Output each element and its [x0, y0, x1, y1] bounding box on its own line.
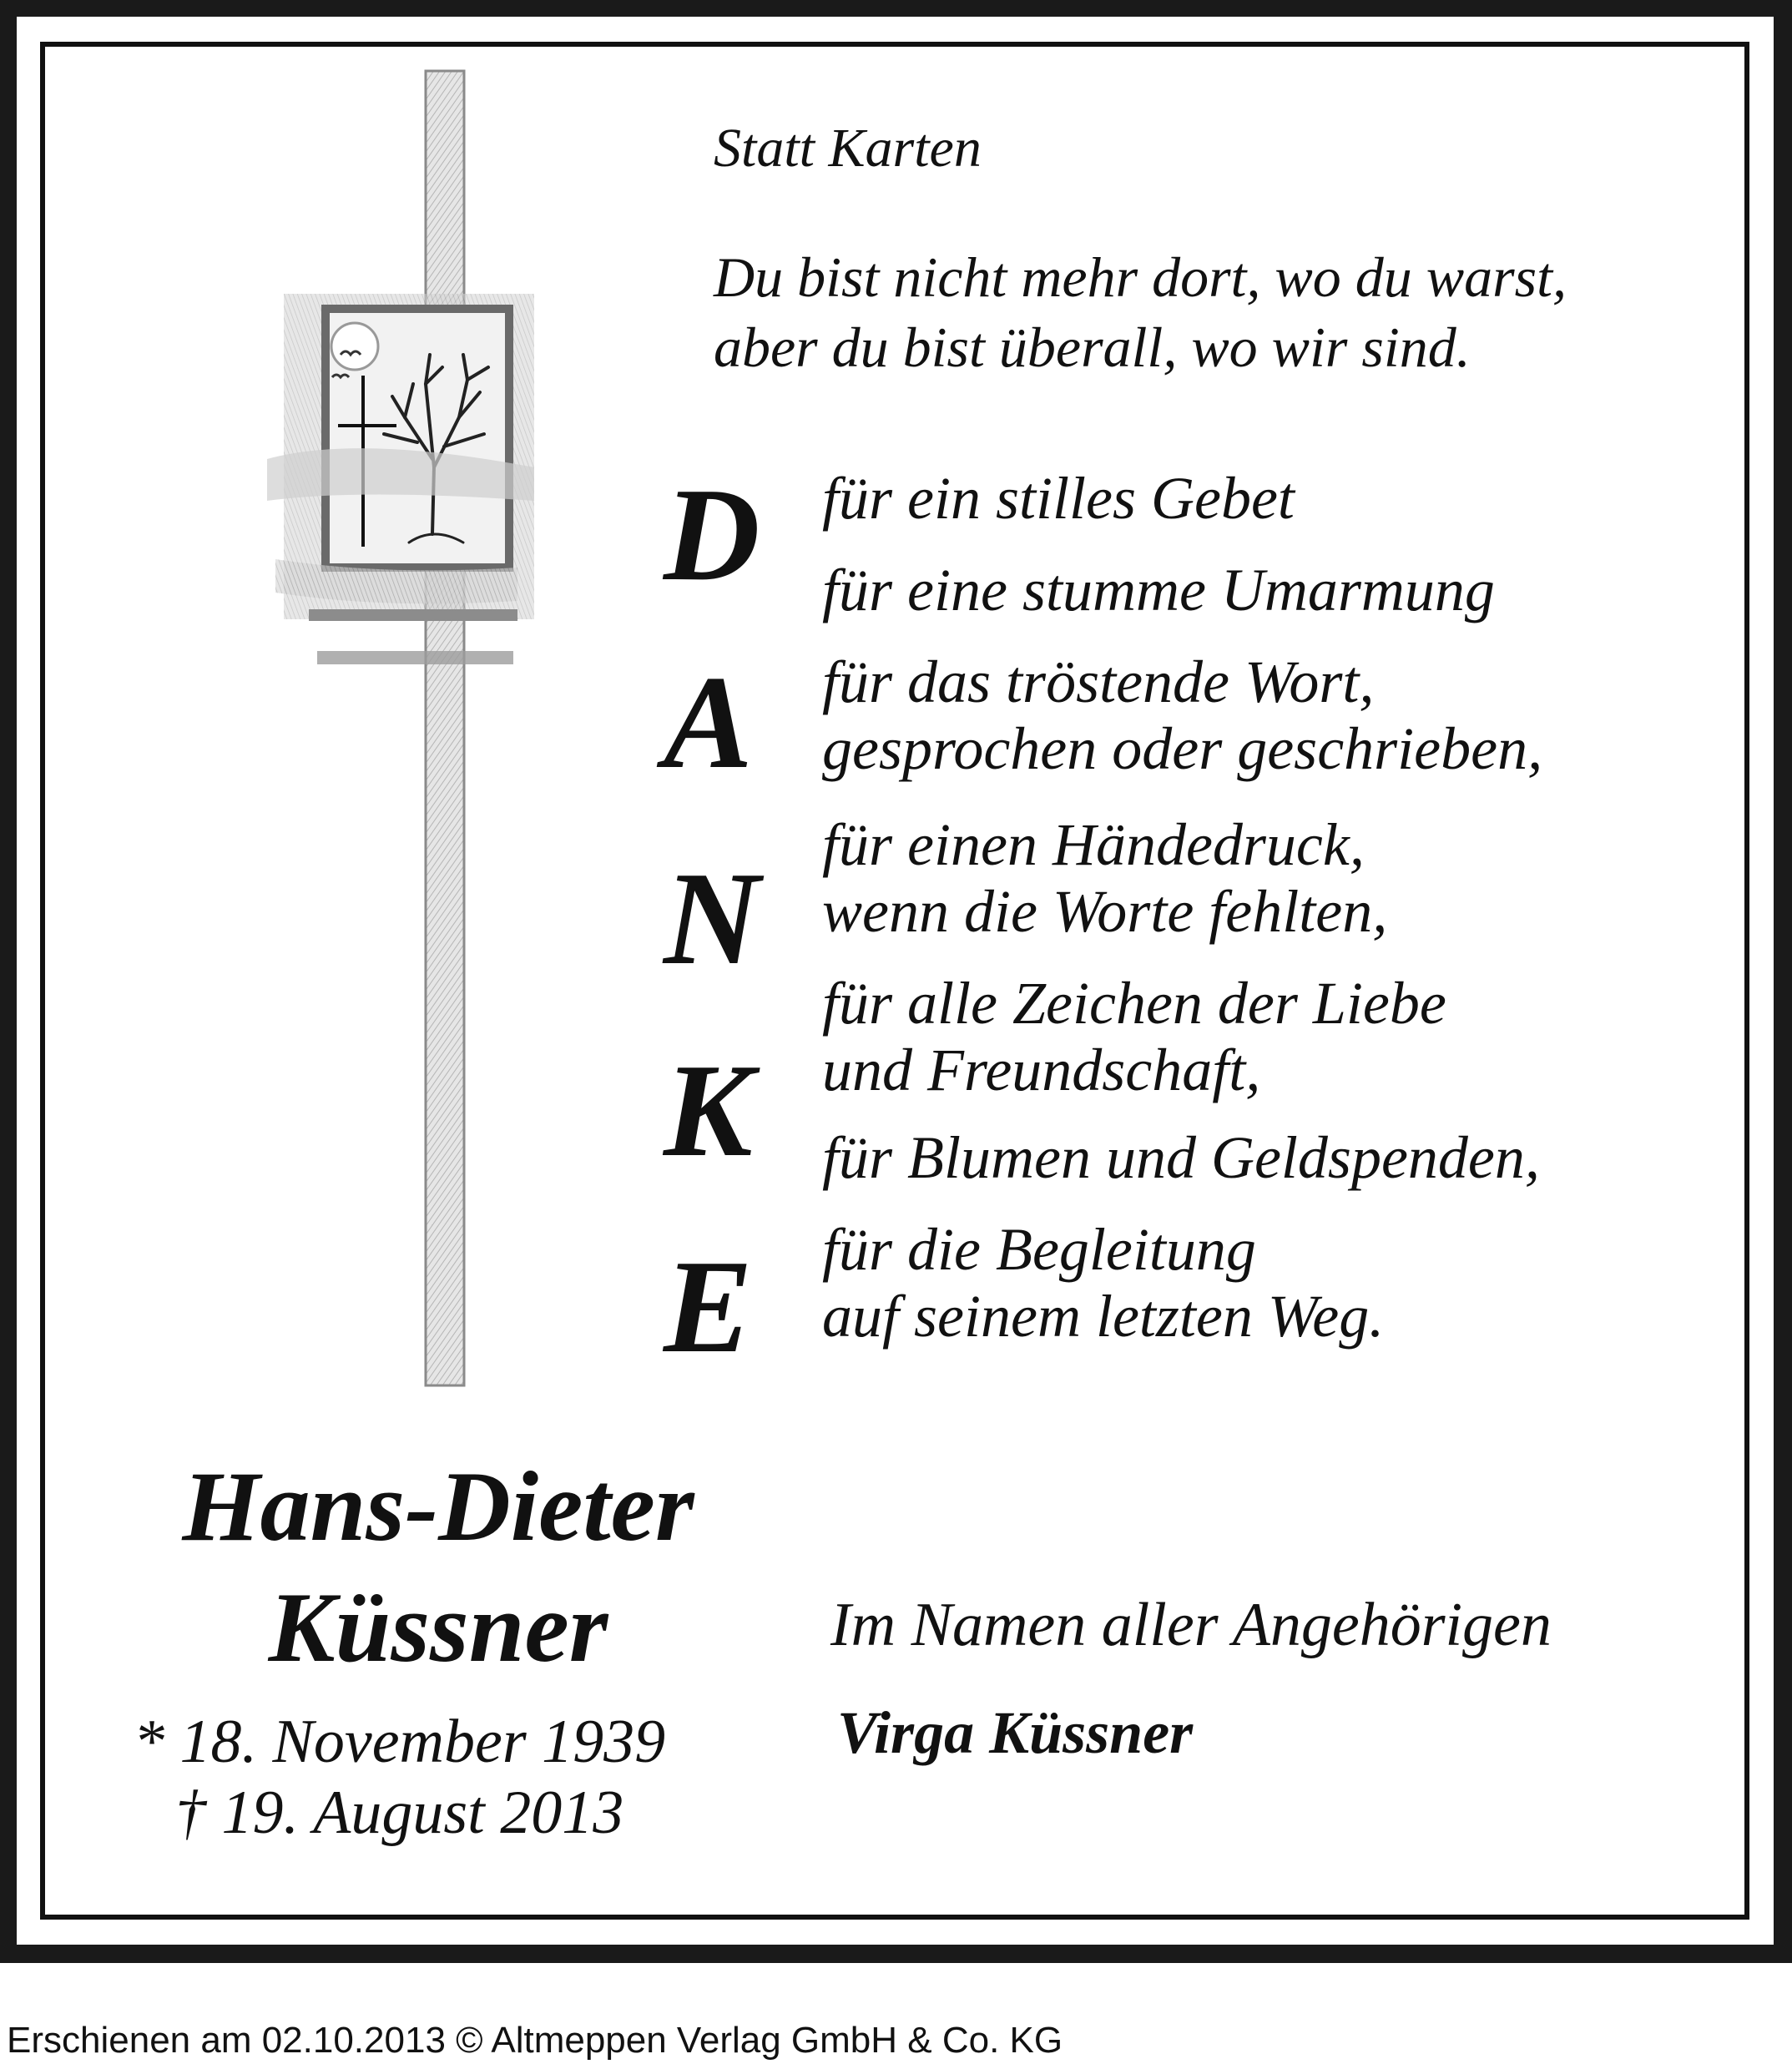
deceased-first-name: Hans-Dieter	[182, 1451, 694, 1562]
cross-vertical-beam	[426, 71, 464, 1385]
motto-verse	[714, 242, 1567, 382]
death-date: † 19. August 2013	[175, 1779, 624, 1847]
thanks-line: für einen Händedruck,	[822, 811, 1365, 878]
publication-footer: Erschienen am 02.10.2013 © Altmeppen Verlag GmbH & Co. KG	[7, 2020, 1063, 2061]
danke-letter-n: N	[664, 844, 760, 992]
thanks-line: für eine stumme Umarmung	[822, 557, 1495, 623]
signoff-text: Im Namen aller Angehörigen	[830, 1591, 1552, 1659]
danke-letter-d: D	[664, 460, 760, 608]
thanks-line: wenn die Worte fehlten,	[822, 878, 1388, 945]
memorial-cross-tree-illustration	[259, 67, 576, 1394]
danke-letter-a: A	[664, 648, 753, 796]
thanks-line: auf seinem letzten Weg.	[822, 1283, 1385, 1350]
thanks-line: für Blumen und Geldspenden,	[822, 1124, 1540, 1191]
thanks-line: für die Begleitung	[822, 1216, 1256, 1283]
thanks-line: und Freundschaft,	[822, 1037, 1261, 1103]
danke-letter-e: E	[664, 1232, 753, 1380]
deceased-last-name: Küssner	[268, 1572, 608, 1683]
thanks-line: für alle Zeichen der Liebe	[822, 970, 1446, 1037]
thanks-line: für ein stilles Gebet	[822, 465, 1295, 532]
signer-name: Virga Küssner	[837, 1699, 1194, 1766]
thanks-line: gesprochen oder geschrieben,	[822, 715, 1543, 782]
birth-date: * 18. November 1939	[134, 1708, 666, 1776]
danke-letter-k: K	[664, 1036, 753, 1184]
lower-frame-bar	[309, 609, 517, 621]
motto-line: Du bist nicht mehr dort, wo du warst,	[714, 245, 1567, 309]
sun-icon	[331, 323, 378, 370]
motto-line: aber du bist überall, wo wir sind.	[714, 315, 1471, 379]
statt-karten-heading: Statt Karten	[714, 118, 982, 179]
thanks-line: für das tröstende Wort,	[822, 648, 1375, 715]
